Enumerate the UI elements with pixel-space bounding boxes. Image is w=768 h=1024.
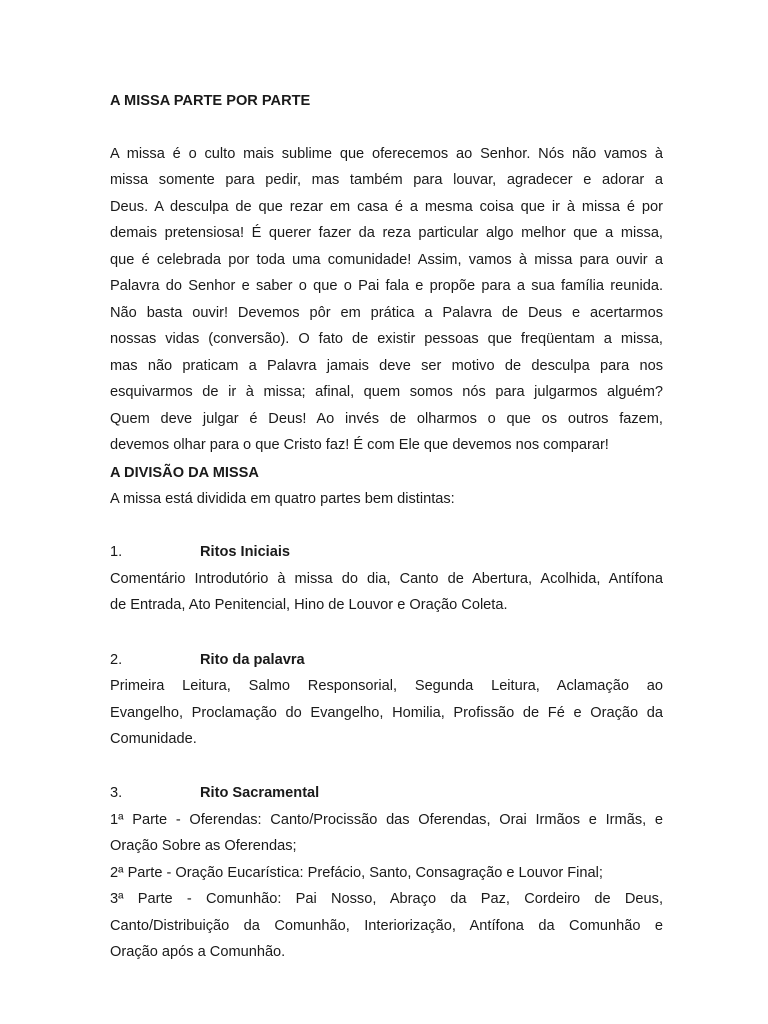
division-text: A missa está dividida em quatro partes bem distintas: bbox=[110, 491, 455, 507]
intro-line: esquivarmos de ir à missa; afinal, quem somos nós para julgarmos alguém? bbox=[110, 384, 663, 400]
intro-line: Não basta ouvir! Devemos pôr em prática a Palavra de Deus e acertarmos bbox=[110, 305, 663, 321]
section-line: Primeira Leitura, Salmo Responsorial, Segunda Leitura, Aclamação ao bbox=[110, 678, 663, 694]
section-line: 3ª Parte - Comunhão: Pai Nosso, Abraço da Paz, Cordeiro de Deus, bbox=[110, 891, 663, 907]
division-heading: A DIVISÃO DA MISSA bbox=[110, 465, 259, 481]
section-line: Canto/Distribuição da Comunhão, Interiorização, Antífona da Comunhão e bbox=[110, 918, 663, 934]
section-line: Comunidade. bbox=[110, 731, 197, 747]
section-heading: Rito Sacramental bbox=[200, 785, 320, 801]
section-line: Evangelho, Proclamação do Evangelho, Homilia, Profissão de Fé e Oração da bbox=[110, 705, 663, 721]
section-line: 2ª Parte - Oração Eucarística: Prefácio, Santo, Consagração e Louvor Final; bbox=[110, 865, 603, 881]
intro-line: missa somente para pedir, mas também para louvar, agradecer e adorar a bbox=[110, 172, 663, 188]
document-title: A MISSA PARTE POR PARTE bbox=[110, 93, 311, 109]
section-line: Comentário Introdutório à missa do dia, Canto de Abertura, Acolhida, Antífona bbox=[110, 571, 663, 587]
section-heading: Rito da palavra bbox=[200, 652, 305, 668]
intro-line: Quem deve julgar é Deus! Ao invés de olharmos o que os outros fazem, bbox=[110, 411, 663, 427]
section-line: 1ª Parte - Oferendas: Canto/Procissão das Oferendas, Orai Irmãos e Irmãs, e bbox=[110, 812, 663, 828]
intro-line: devemos olhar para o que Cristo faz! É com Ele que devemos nos comparar! bbox=[110, 437, 609, 453]
intro-line: que é celebrada por toda uma comunidade! Assim, vamos à missa para ouvir a bbox=[110, 252, 663, 268]
section-number: 2. bbox=[110, 652, 123, 668]
section-line: Oração após a Comunhão. bbox=[110, 944, 286, 960]
intro-line: Deus. A desculpa de que rezar em casa é a mesma coisa que ir à missa é por bbox=[110, 199, 663, 215]
intro-line: A missa é o culto mais sublime que oferecemos ao Senhor. Nós não vamos à bbox=[110, 146, 663, 162]
section-heading: Ritos Iniciais bbox=[200, 544, 291, 560]
section-line: Oração Sobre as Oferendas; bbox=[110, 838, 297, 854]
intro-line: mas não praticam a Palavra jamais deve ser motivo de desculpa para nos bbox=[110, 358, 663, 374]
section-line: de Entrada, Ato Penitencial, Hino de Louvor e Oração Coleta. bbox=[110, 597, 508, 613]
intro-line: demais pretensiosa! É querer fazer da reza particular algo melhor que a missa, bbox=[110, 225, 663, 241]
intro-line: Palavra do Senhor e saber o que o Pai fala e propõe para a sua família reunida. bbox=[110, 278, 663, 294]
intro-line: nossas vidas (conversão). O fato de existir pessoas que freqüentam a missa, bbox=[110, 331, 663, 347]
section-number: 3. bbox=[110, 785, 123, 801]
section-number: 1. bbox=[110, 544, 123, 560]
